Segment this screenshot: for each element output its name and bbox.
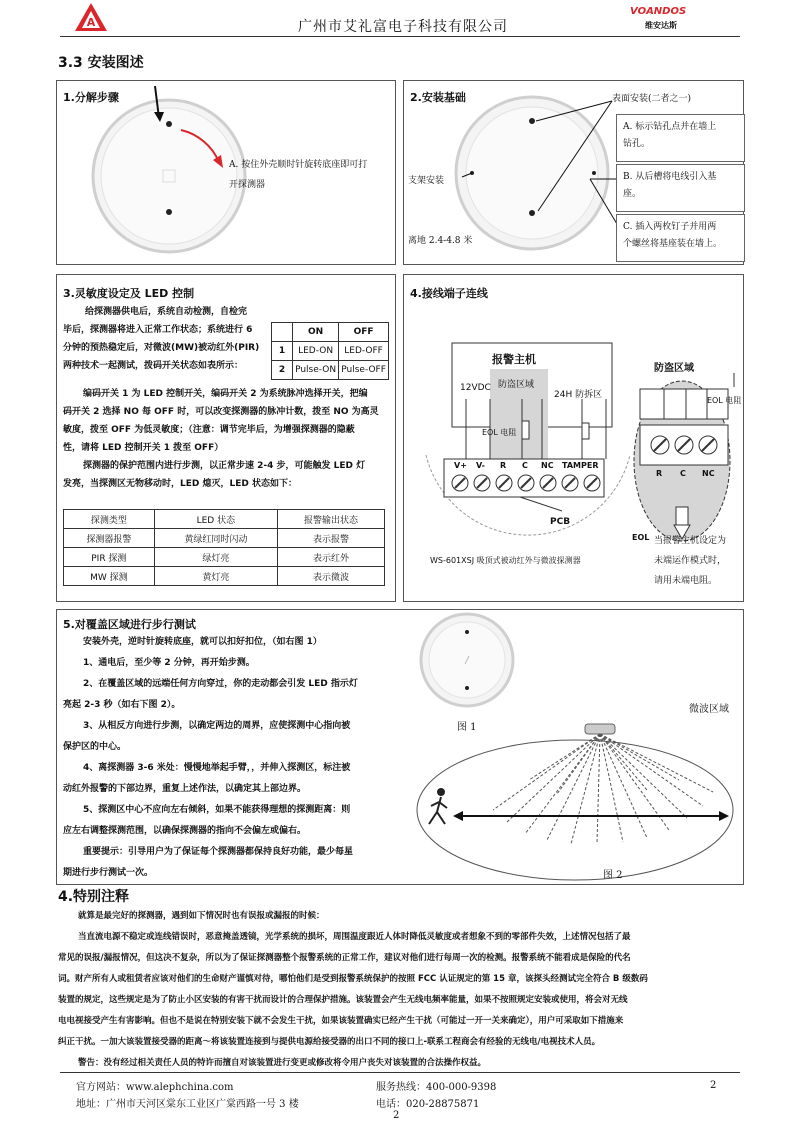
footer-phone: 电话：020-28875871 [376, 1099, 480, 1110]
caption-a: A. 按住外壳顺时针旋转底座即可打 [229, 160, 368, 170]
walk-test-steps: 安装外壳，逆时针旋转底座，就可以扣好扣位，（如右图 1） 1、通电后，至少等 2 分钟，再开始步测。 2、在覆盖区域的远端任何方向穿过，你的走动都会引发 LED 指示灯 亮起 2-3 秒（如右下图 2）。 3、从相反方向进行步测，以确定两边的周界，应使探测中心指向被 保护区的中心。 4、离探测器 3-6 米处：慢慢地举起手臂，，并伸入探测区，标注被 动红外报警的下部边界，重复上述作法，以确定其上部边界。 5、探测区中心不应向左右倾斜，如果不能获得理想的探测距离：则 应左右调整探测范围，以确保探测器的指向不会偏左或偏右。 重要提示：引导用户为了保证每个探测器都保持良好功能，最少每星 期进行步行测试一次。 [63, 637, 358, 878]
footer-address: 地址：广州市天河区棠东工业区广棠西路一号 3 楼 [76, 1099, 299, 1110]
panel-title: 5.对覆盖区域进行步行测试 [63, 618, 196, 631]
header-rule [60, 36, 740, 37]
note-a: A. 标示钻孔点并在墙上 钻孔。 [616, 114, 745, 162]
footer-rule [60, 1072, 740, 1073]
bracket-mount-label: 支架安装 [408, 176, 445, 186]
brand-subtitle: 维安达斯 [645, 21, 677, 30]
right-term-c: C [680, 469, 686, 478]
right-eol-label: EOL 电阻 [707, 396, 742, 405]
caption-b: 开探测器 [229, 180, 266, 190]
right-term-nc: NC [702, 469, 715, 478]
header [0, 0, 793, 40]
note-b: B. 从后槽将电线引入基 座。 [616, 164, 745, 212]
page-number-right: 2 [710, 1080, 717, 1091]
host-label: 报警主机 [492, 353, 536, 366]
footer-website: 官方网站：www.alephchina.com [76, 1082, 234, 1093]
terminal-tamper: TAMPER [562, 461, 599, 470]
surface-mount-label: 表面安装(二者之一) [612, 94, 692, 104]
panel-wiring [403, 274, 744, 602]
mount-height-label: 离地 2.4-4.8 米 [408, 236, 473, 246]
company-logo-icon [74, 2, 108, 32]
detector-model: WS-601XSJ 吸顶式被动红外与微波探测器 [430, 556, 581, 565]
company-name: 广州市艾礼富电子科技有限公司 [298, 19, 508, 35]
dip-switch-table: ON OFF 1 LED-ON LED-OFF 2 Pulse-ON Pulse-OFF [271, 322, 389, 380]
zone-label: 防盗区域 [498, 380, 535, 390]
panel-disassembly [56, 80, 396, 265]
terminal-vplus: V+ [454, 461, 467, 470]
figure-2-label: 图 2 [603, 870, 623, 881]
page-number-center: 2 [393, 1110, 400, 1121]
pcb-label: PCB [550, 517, 571, 527]
power-label: 12VDC [460, 383, 491, 393]
note-c: C. 插入两枚钉子并用两 个螺丝将基座装在墙上。 [616, 214, 745, 262]
panel-title: 3.灵敏度设定及 LED 控制 [63, 287, 195, 300]
right-term-r: R [656, 469, 663, 478]
right-zone-label: 防盗区域 [654, 363, 694, 374]
panel-title: 4.接线端子连线 [410, 287, 488, 300]
terminal-nc: NC [541, 461, 554, 470]
detector-top-view [81, 84, 281, 262]
footer-hotline: 服务热线：400-000-9398 [376, 1082, 497, 1093]
tamper-zone-label: 24H 防拆区 [554, 390, 603, 400]
eol-note: 当报警主机设定为 未端运作模式时， 请用未端电阻。 [654, 536, 727, 586]
coverage-diagram [407, 612, 741, 882]
dip-explain-text: 编码开关 1 为 LED 控制开关，编码开关 2 为系统脉冲选择开关，把编 码开关 2 选择 NO 每 OFF 时，可以改变探测器的脉冲计数，拨至 NO 为高灵 敏度，拨至 OFF 为低灵敏度；（注意：调节完毕后，为增强探测器的隐蔽 性，请将 LED 控制开关 1 拨至 OFF） 探测器的保护范围内进行步测，以正常步速 2-4 步，可能触发 LED 灯 发亮，当探测区无物移动时，LED 熄灭，LED 状态如下： [63, 389, 379, 489]
eol-resistor-label: EOL 电阻 [482, 428, 517, 437]
svg-text:A: A [86, 16, 96, 29]
panel-sensitivity [56, 274, 396, 602]
special-notes: 就算是最完好的探测器，遇到如下情况时也有误报或漏报的时候： 当直流电源不稳定或连线错误时，恶意掩盖透镜，光学系统的损坏，周围温度跟近人体时降低灵敏度或者想象不到的零部件失效，上述情况包括了最 常见的误报/漏报情况，但这决不复杂，所以为了保证探测器整个报警系统的正常工作，建议对他们进行每周一次的检测。报警系统不能看成是保险的代名 词。财产所有人或租赁者应该对他们的生命财产谨慎对待，哪怕他们是受到报警系统保护的按照 FCC 认证规定的第 15 章，该探头经测试完全符合 B 级数码 装置的规定，这些规定是为了防止小区安装的有害干扰而设计的合理保护措施。该装置会产生无线电频率能量，如果不按照规定安装或使用，将会对无线 电电视接受产生有害影响。但也不是说在特别安装下就不会发生干扰，如果该装置确实已经产生干扰（可能过一开一关来确定），用户可采取如下措施来 纠正干扰。一加大该装置接受器的距离～将该装置连接到与提供电源给接受器的出口不同的接口上-联系工程商会有经验的无线电/电视技术人员。 警告：没有经过相关责任人员的特许而擅自对该装置进行变更或修改将令用户丧失对该装置的合法操作权益。 [58, 911, 648, 1068]
panel-title: 2.安装基础 [410, 91, 466, 104]
power-on-text: 给探测器供电后，系统自动检测，自检完 毕后，探测器将进入正常工作状态；系统进行 6 分钟的预热稳定后，对微波(MW)被动红外(PIR) 两种技术一起测试，拨码开关状态如表所示： [63, 307, 260, 371]
panel-install-basics [403, 80, 744, 265]
microwave-zone-label: 微波区域 [689, 704, 729, 715]
eol-word: EOL [632, 533, 650, 542]
panel-title: 1.分解步骤 [63, 91, 119, 104]
terminal-vminus: V- [476, 461, 485, 470]
section4-title: 4.特别注释 [58, 889, 130, 905]
figure-1-label: 图 1 [457, 722, 477, 733]
terminal-r: R [500, 461, 507, 470]
terminal-c: C [522, 461, 528, 470]
section-title: 3.3 安装图述 [58, 55, 144, 71]
panel-walk-test [56, 609, 744, 885]
led-status-table: 探测类型 LED 状态 报警输出状态 探测器报警 黄绿红同时闪动 表示报警 PIR 探测 绿灯亮 表示红外 MW 探测 黄灯亮 表示微波 [63, 509, 385, 586]
brand-logo: VOANDOS [630, 6, 687, 17]
